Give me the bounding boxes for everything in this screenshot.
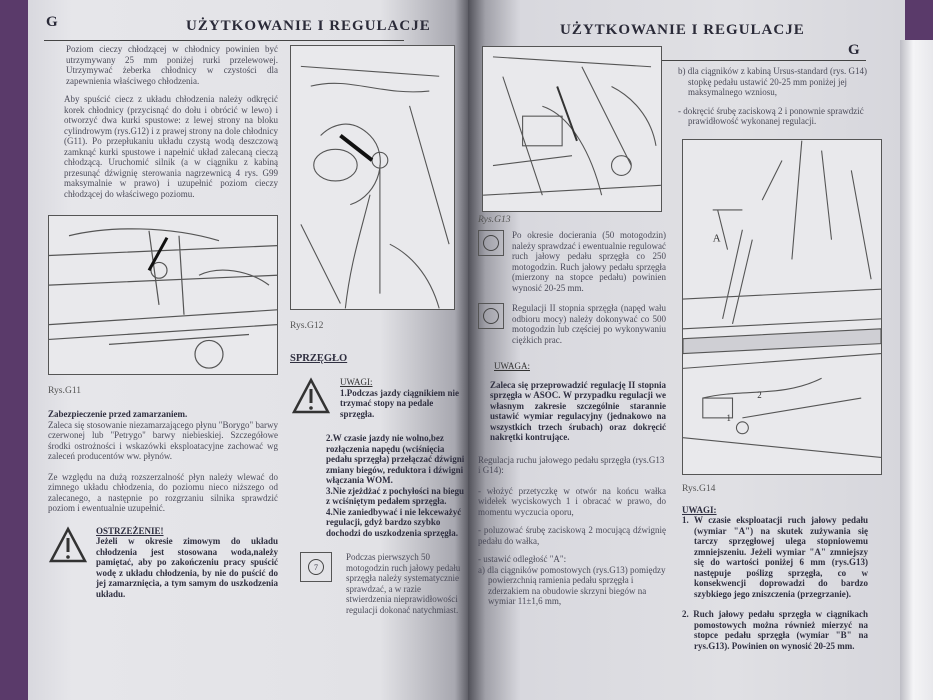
clutch-section-title: SPRZĘGŁO <box>290 353 348 364</box>
caution-icon <box>290 377 332 415</box>
figure-g12-caption: Rys.G12 <box>290 320 324 331</box>
page-edges <box>900 40 933 700</box>
freeze-protection-paragraph: Zaleca się stosowanie niezamarzającego płynu "Borygo" barwy czerwonej lub "Petrygo" barwy niebieskiej. Szczegółowe środki ostrożności i wskazówki eksploatacyjne zachować wg zaleceń producentów ww. płynów. <box>48 419 278 461</box>
service-paragraph: Podczas pierwszych 50 motogodzin ruch jałowy pedału sprzęgła należy systematycznie sprawdzać, a w razie stwierdzenia nieprawidłowości regulacji dokonać natychmiast. <box>346 552 461 615</box>
service-interval-icon <box>300 552 332 582</box>
part-1-label: 1 <box>726 412 732 423</box>
regulation-step-5: - dokręcić śrubę zaciskową 2 i ponownie sprawdzić prawidłowość wykonanej regulacji. <box>678 105 864 126</box>
attention-title: UWAGA: <box>494 361 530 371</box>
regulation-step-4b: b) dla ciągników z kabiną Ursus-standard (rys. G14) stopkę pedału ustawić 20-25 mm poniżej jej maksymalnego wzniosu, <box>678 66 867 97</box>
clutch-note-2: 2.W czasie jazdy nie wolno,bez rozłączenia napędu (wciśnięcia pedału sprzęgła) przełączać dźwigni zmiany biegów, reduktora i dźwigni włączania WOM. <box>326 433 465 485</box>
idle-travel-block <box>478 230 666 293</box>
regulation-step-4a: a) dla ciągników pomostowych (rys.G13) pomiędzy powierzchnią ramienia pedału sprzęgła i zderzakiem na obudowie skrzyni biegów na wymiar 11±1,6 mm, <box>478 564 666 606</box>
part-2-label: 2 <box>757 389 762 400</box>
regulation-step-1: - włożyć przetyczkę w otwór na końcu wałka widełek wyciskowych 1 i obracać w prawo, do momentu wyczucia oporu, <box>478 485 666 517</box>
clutch-notes-title: UWAGI: <box>340 377 373 387</box>
right-page-column-2 <box>678 66 868 651</box>
dimension-a-label: A <box>712 232 721 245</box>
left-page-column-1 <box>48 44 278 599</box>
figure-g12 <box>290 45 455 310</box>
regulation-step-2: - poluzować śrubę zaciskową 2 mocującą dźwignię pedału do wałka, <box>478 525 666 546</box>
figure-g14 <box>682 139 882 475</box>
clutch-notes-block <box>290 377 468 419</box>
service-interval-icon <box>478 230 504 256</box>
page-header: UŻYTKOWANIE I REGULACJE <box>560 22 805 38</box>
stage2-paragraph: Regulacji II stopnia sprzęgła (napęd wału odbioru mocy) należy dokonywać co 500 motogodzin lub częściej po wykonywaniu ciężkich prac. <box>512 303 666 345</box>
expansion-paragraph: Ze względu na dużą rozszerzalność płyn należy wlewać do zimnego układu chłodzenia, do poziomu nieco niższego od zalecanego, a następnie po rozgrzaniu silnika sprawdzić poziom i ewentualnie uzupełnić. <box>48 471 278 513</box>
warning-icon <box>48 526 88 564</box>
remark-1: 1. W czasie eksploatacji ruch jałowy pedału (wymiar "A") na skutek zużywania się tarczy sprzęgłowej ulega stopniowemu zmniejszeniu. Jeżeli wymiar "A" zmniejszy się do wartości poniżej 6 mm (rys.G13) następuje poślizg sprzęgła, co w konsekwencji doprowadzi do bardzo szybkiego jego zniszczenia (przegrzanie). <box>682 515 868 599</box>
clutch-note-3: 3.Nie zjeżdżać z pochyłości na biegu z wciśniętym pedałem sprzęgła. <box>326 485 464 506</box>
section-letter: G <box>848 42 861 58</box>
left-page <box>28 0 468 700</box>
service-block <box>290 552 468 615</box>
figure-g11-caption: Rys.G11 <box>48 385 82 396</box>
warning-block <box>48 526 278 600</box>
service-interval-icon <box>478 303 504 329</box>
stage2-block <box>478 303 666 345</box>
right-page <box>468 0 905 700</box>
remarks-title: UWAGI: <box>682 504 717 515</box>
regulation-intro: Regulacja ruchu jałowego pedału sprzęgła (rys.G13 i G14): <box>478 454 665 475</box>
page-header: UŻYTKOWANIE I REGULACJE <box>186 18 431 34</box>
coolant-level-paragraph: Poziom cieczy chłodzącej w chłodnicy powinien być utrzymywany 25 mm poniżej rurki przelewowej. Utrzymywać żeberka chłodnicy w czystości dla zapewnienia właściwego chłodzenia. <box>66 44 278 86</box>
figure-g11 <box>48 215 278 375</box>
figure-g13-caption: Rys.G13 <box>478 214 511 225</box>
figure-g13 <box>482 46 662 212</box>
remark-2: 2. Ruch jałowy pedału sprzęgła w ciągnikach pomostowych można również mierzyć na stopce pedału sprzęgła (wymiar "B" na rys.G13). Powinien on wynosić 20-25 mm. <box>682 609 868 651</box>
regulation-step-3: - ustawić odległość "A": <box>478 554 567 564</box>
section-letter: G <box>46 14 59 30</box>
idle-travel-paragraph: Po okresie docierania (50 motogodzin) należy sprawdzać i ewentualnie regulować ruch jałowy pedału sprzęgła co 250 motogodzin. Ruch jałowy pedału sprzęgła (mierzony na stopce pedału) powinien wynosić 20-25 mm. <box>512 230 666 293</box>
warning-title: OSTRZEŻENIE! <box>96 525 164 536</box>
coolant-drain-paragraph: Aby spuścić ciecz z układu chłodzenia należy odkręcić korek chłodnicy (przycisnąć do dołu i obrócić w lewo) i otworzyć dwa kurki spustowe: z lewej strony na bloku cylindrowym (rys.G12) i z prawej strony na dole chłodnicy (G11). Po przepłukaniu układu czystą wodą deszczową zamknąć kurki spustowe i napełnić układ zalecaną cieczą chłodzącą. Uruchomić silnik (a w ciągniku z kabiną przesunąć dźwignię sterowania nagrzewnicą 4 rys. G99 maksymalnie w prawo) i uzupełnić poziom cieczy chłodzącej do właściwego poziomu. <box>64 94 278 199</box>
warning-text: Jeżeli w okresie zimowym do układu chłodzenia jest stosowana woda,należy pamiętać, aby po zakończeniu pracy spuścić wodę z układu chłodzenia, by nie do puścić do jej zamarznięcia, a tym samym do uszkodzenia układu. <box>96 536 278 599</box>
right-page-column-1 <box>478 46 666 607</box>
figure-g14-caption: Rys.G14 <box>682 482 716 494</box>
header-rule <box>44 40 404 41</box>
clutch-note-1: 1.Podczas jazdy ciągnikiem nie trzymać stopy na pedale sprzęgła. <box>340 387 459 419</box>
clutch-note-4: 4.Nie zaniedbywać i nie lekceważyć regulacji, gdyż bardzo szybko dochodzi do uszkodzenia sprzęgła. <box>326 506 462 538</box>
clock-label: 7 <box>308 559 324 575</box>
freeze-protection-title: Zabezpieczenie przed zamarzaniem. <box>48 409 188 419</box>
attention-text: Zaleca się przeprowadzić regulację II stopnia sprzęgła w ASOC. W przypadku regulacji we własnym zakresie szczególnie starannie ustawić wymiar regulacyjny (jednakowo na wszystkich trzech śrubach) oraz dokręcić nakrętki kontrujące. <box>490 379 666 442</box>
left-page-column-2 <box>290 45 468 615</box>
